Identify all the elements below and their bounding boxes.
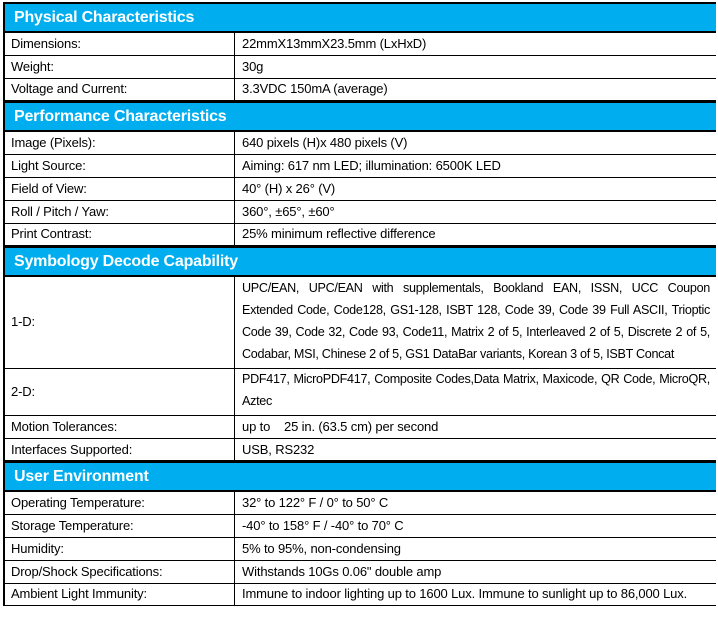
- table-row-interfaces-supported: [5, 439, 716, 462]
- row-value: 32° to 122° F / 0° to 50° C: [242, 495, 389, 511]
- row-value: USB, RS232: [242, 441, 315, 457]
- row-value: 30g: [242, 58, 264, 74]
- section-performance-characteristics: [5, 101, 716, 246]
- table-row-motion-tolerances: [5, 416, 716, 439]
- row-value: Aiming: 617 nm LED; illumination: 6500K LED: [242, 158, 501, 174]
- row-label: Weight:: [5, 56, 235, 78]
- table-row-dimensions: [5, 33, 716, 56]
- row-value: Withstands 10Gs 0.06" double amp: [242, 563, 442, 579]
- table-row-light-source: [5, 155, 716, 178]
- row-value: -40° to 158° F / -40° to 70° C: [242, 518, 404, 534]
- row-value: UPC/EAN, UPC/EAN with supplementals, Bookland EAN, ISSN, UCC Coupon Extended Code, Code128, GS1-128, ISBT 128, Code 39, Code 39 Full ASCII, Trioptic Code 39, Code 32, Code 93, Code11, Matrix 2 of 5, Interleaved 2 of 5, Discrete 2 of 5, Codabar, MSI, Chinese 2 of 5, GS1 DataBar variants, Korean 3 of 5, ISBT Concat: [242, 280, 710, 361]
- row-value: 25% minimum reflective difference: [242, 226, 436, 242]
- row-label: 2-D:: [5, 369, 235, 415]
- row-label: Humidity:: [5, 538, 235, 560]
- row-label: 1-D:: [5, 277, 235, 367]
- section-user-environment: [5, 461, 716, 606]
- row-value: up to 25 in. (63.5 cm) per second: [242, 418, 439, 434]
- row-label: Storage Temperature:: [5, 515, 235, 537]
- section-header-performance: [5, 101, 716, 132]
- row-value: 22mmX13mmX23.5mm (LxHxD): [242, 35, 427, 51]
- row-value: Immune to indoor lighting up to 1600 Lux. Immune to sunlight up to 86,000 Lux.: [242, 586, 688, 602]
- section-symbology-decode-capability: [5, 246, 716, 461]
- section-title: Physical Characteristics: [14, 8, 195, 26]
- row-label: Field of View:: [5, 178, 235, 200]
- row-label: Print Contrast:: [5, 224, 235, 246]
- row-label: Dimensions:: [5, 33, 235, 55]
- row-label: Light Source:: [5, 155, 235, 177]
- section-header-symbology: [5, 246, 716, 277]
- table-row-print-contrast: [5, 224, 716, 247]
- row-value: 360°, ±65°, ±60°: [242, 203, 335, 219]
- row-value: 5% to 95%, non-condensing: [242, 540, 401, 556]
- table-row-field-of-view: [5, 178, 716, 201]
- row-label: Image (Pixels):: [5, 132, 235, 154]
- table-row-1d-symbologies: [5, 277, 716, 368]
- table-row-2d-symbologies: [5, 369, 716, 416]
- section-title: User Environment: [14, 467, 149, 485]
- row-label: Operating Temperature:: [5, 492, 235, 514]
- row-label: Voltage and Current:: [5, 79, 235, 101]
- row-label: Roll / Pitch / Yaw:: [5, 201, 235, 223]
- row-value: 40° (H) x 26° (V): [242, 180, 336, 196]
- row-label: Interfaces Supported:: [5, 439, 235, 461]
- table-row-roll-pitch-yaw: [5, 201, 716, 224]
- table-row-weight: [5, 56, 716, 79]
- spec-table: [3, 2, 716, 606]
- table-row-drop-shock: [5, 561, 716, 584]
- table-row-voltage-current: [5, 79, 716, 102]
- table-row-ambient-light-immunity: [5, 584, 716, 607]
- table-row-operating-temperature: [5, 492, 716, 515]
- table-row-humidity: [5, 538, 716, 561]
- row-label: Motion Tolerances:: [5, 416, 235, 438]
- table-row-image-pixels: [5, 132, 716, 155]
- section-title: Performance Characteristics: [14, 107, 227, 125]
- section-physical-characteristics: [5, 2, 716, 101]
- row-value: 3.3VDC 150mA (average): [242, 81, 388, 97]
- row-label: Ambient Light Immunity:: [5, 584, 235, 606]
- section-header-physical: [5, 2, 716, 33]
- section-header-user-environment: [5, 461, 716, 492]
- row-value: PDF417, MicroPDF417, Composite Codes,Data Matrix, Maxicode, QR Code, MicroQR, Aztec: [242, 372, 710, 408]
- section-title: Symbology Decode Capability: [14, 252, 238, 270]
- row-value: 640 pixels (H)x 480 pixels (V): [242, 135, 408, 151]
- row-label: Drop/Shock Specifications:: [5, 561, 235, 583]
- table-row-storage-temperature: [5, 515, 716, 538]
